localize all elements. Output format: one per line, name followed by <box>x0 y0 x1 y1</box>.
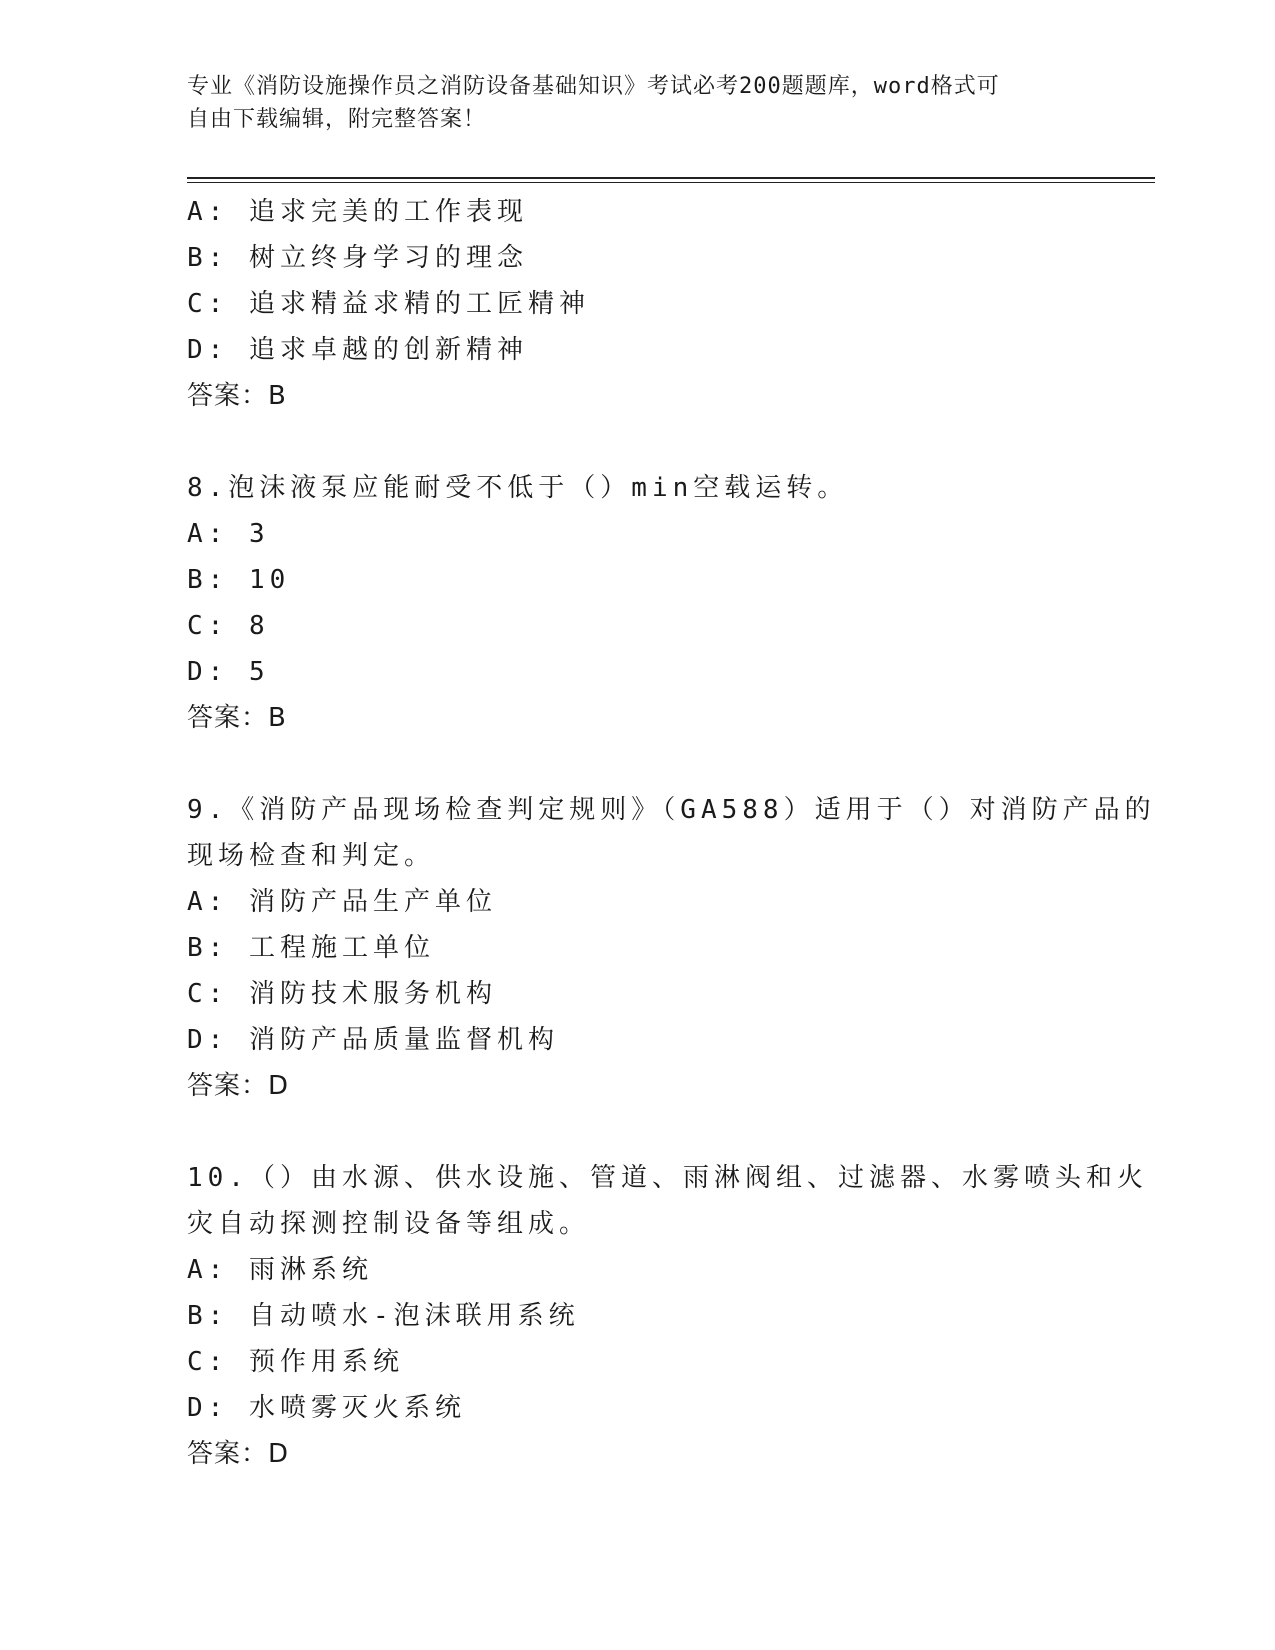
question-text-line-1: 10.（）由水源、供水设施、管道、雨淋阀组、过滤器、水雾喷头和火 <box>187 1163 1148 1193</box>
option-b: B: 工程施工单位 <box>187 933 435 963</box>
question-text-line-2: 灾自动探测控制设备等组成。 <box>187 1209 591 1239</box>
answer-line: 答案：B <box>187 381 287 411</box>
option-d: D: 5 <box>187 657 270 687</box>
question-text-line-1: 9.《消防产品现场检查判定规则》（GA588）适用于（）对消防产品的 <box>187 795 1156 825</box>
question-list <box>187 189 1156 1477</box>
header-divider-thick <box>187 177 1155 179</box>
question-7 <box>187 189 1087 419</box>
answer-line: 答案：D <box>187 1439 290 1469</box>
header-line-1: 专业《消防设施操作员之消防设备基础知识》考试必考200题题库，word格式可 <box>187 74 1000 99</box>
option-c: C: 消防技术服务机构 <box>187 979 497 1009</box>
option-d: D: 消防产品质量监督机构 <box>187 1025 559 1055</box>
option-c: C: 预作用系统 <box>187 1347 404 1377</box>
option-c: C: 追求精益求精的工匠精神 <box>187 289 590 319</box>
option-b: B: 自动喷水-泡沫联用系统 <box>187 1301 580 1331</box>
option-a: A: 3 <box>187 519 270 549</box>
option-a: A: 消防产品生产单位 <box>187 887 497 917</box>
option-a: A: 追求完美的工作表现 <box>187 197 528 227</box>
option-d: D: 追求卓越的创新精神 <box>187 335 528 365</box>
question-9 <box>187 787 1156 1109</box>
answer-line: 答案：B <box>187 703 287 733</box>
document-header <box>187 70 1087 136</box>
spacer <box>187 741 1087 787</box>
question-text-line-2: 现场检查和判定。 <box>187 841 436 871</box>
question-10 <box>187 1155 1148 1477</box>
option-b: B: 10 <box>187 565 291 595</box>
header-divider-thin <box>187 182 1155 183</box>
spacer <box>187 1109 1087 1155</box>
option-a: A: 雨淋系统 <box>187 1255 373 1285</box>
question-8 <box>187 465 1087 741</box>
spacer <box>187 419 1087 465</box>
option-b: B: 树立终身学习的理念 <box>187 243 528 273</box>
option-d: D: 水喷雾灭火系统 <box>187 1393 466 1423</box>
answer-line: 答案：D <box>187 1071 290 1101</box>
question-text: 8.泡沫液泵应能耐受不低于（）min空载运转。 <box>187 473 849 503</box>
header-line-2: 自由下载编辑，附完整答案！ <box>187 107 487 132</box>
option-c: C: 8 <box>187 611 270 641</box>
